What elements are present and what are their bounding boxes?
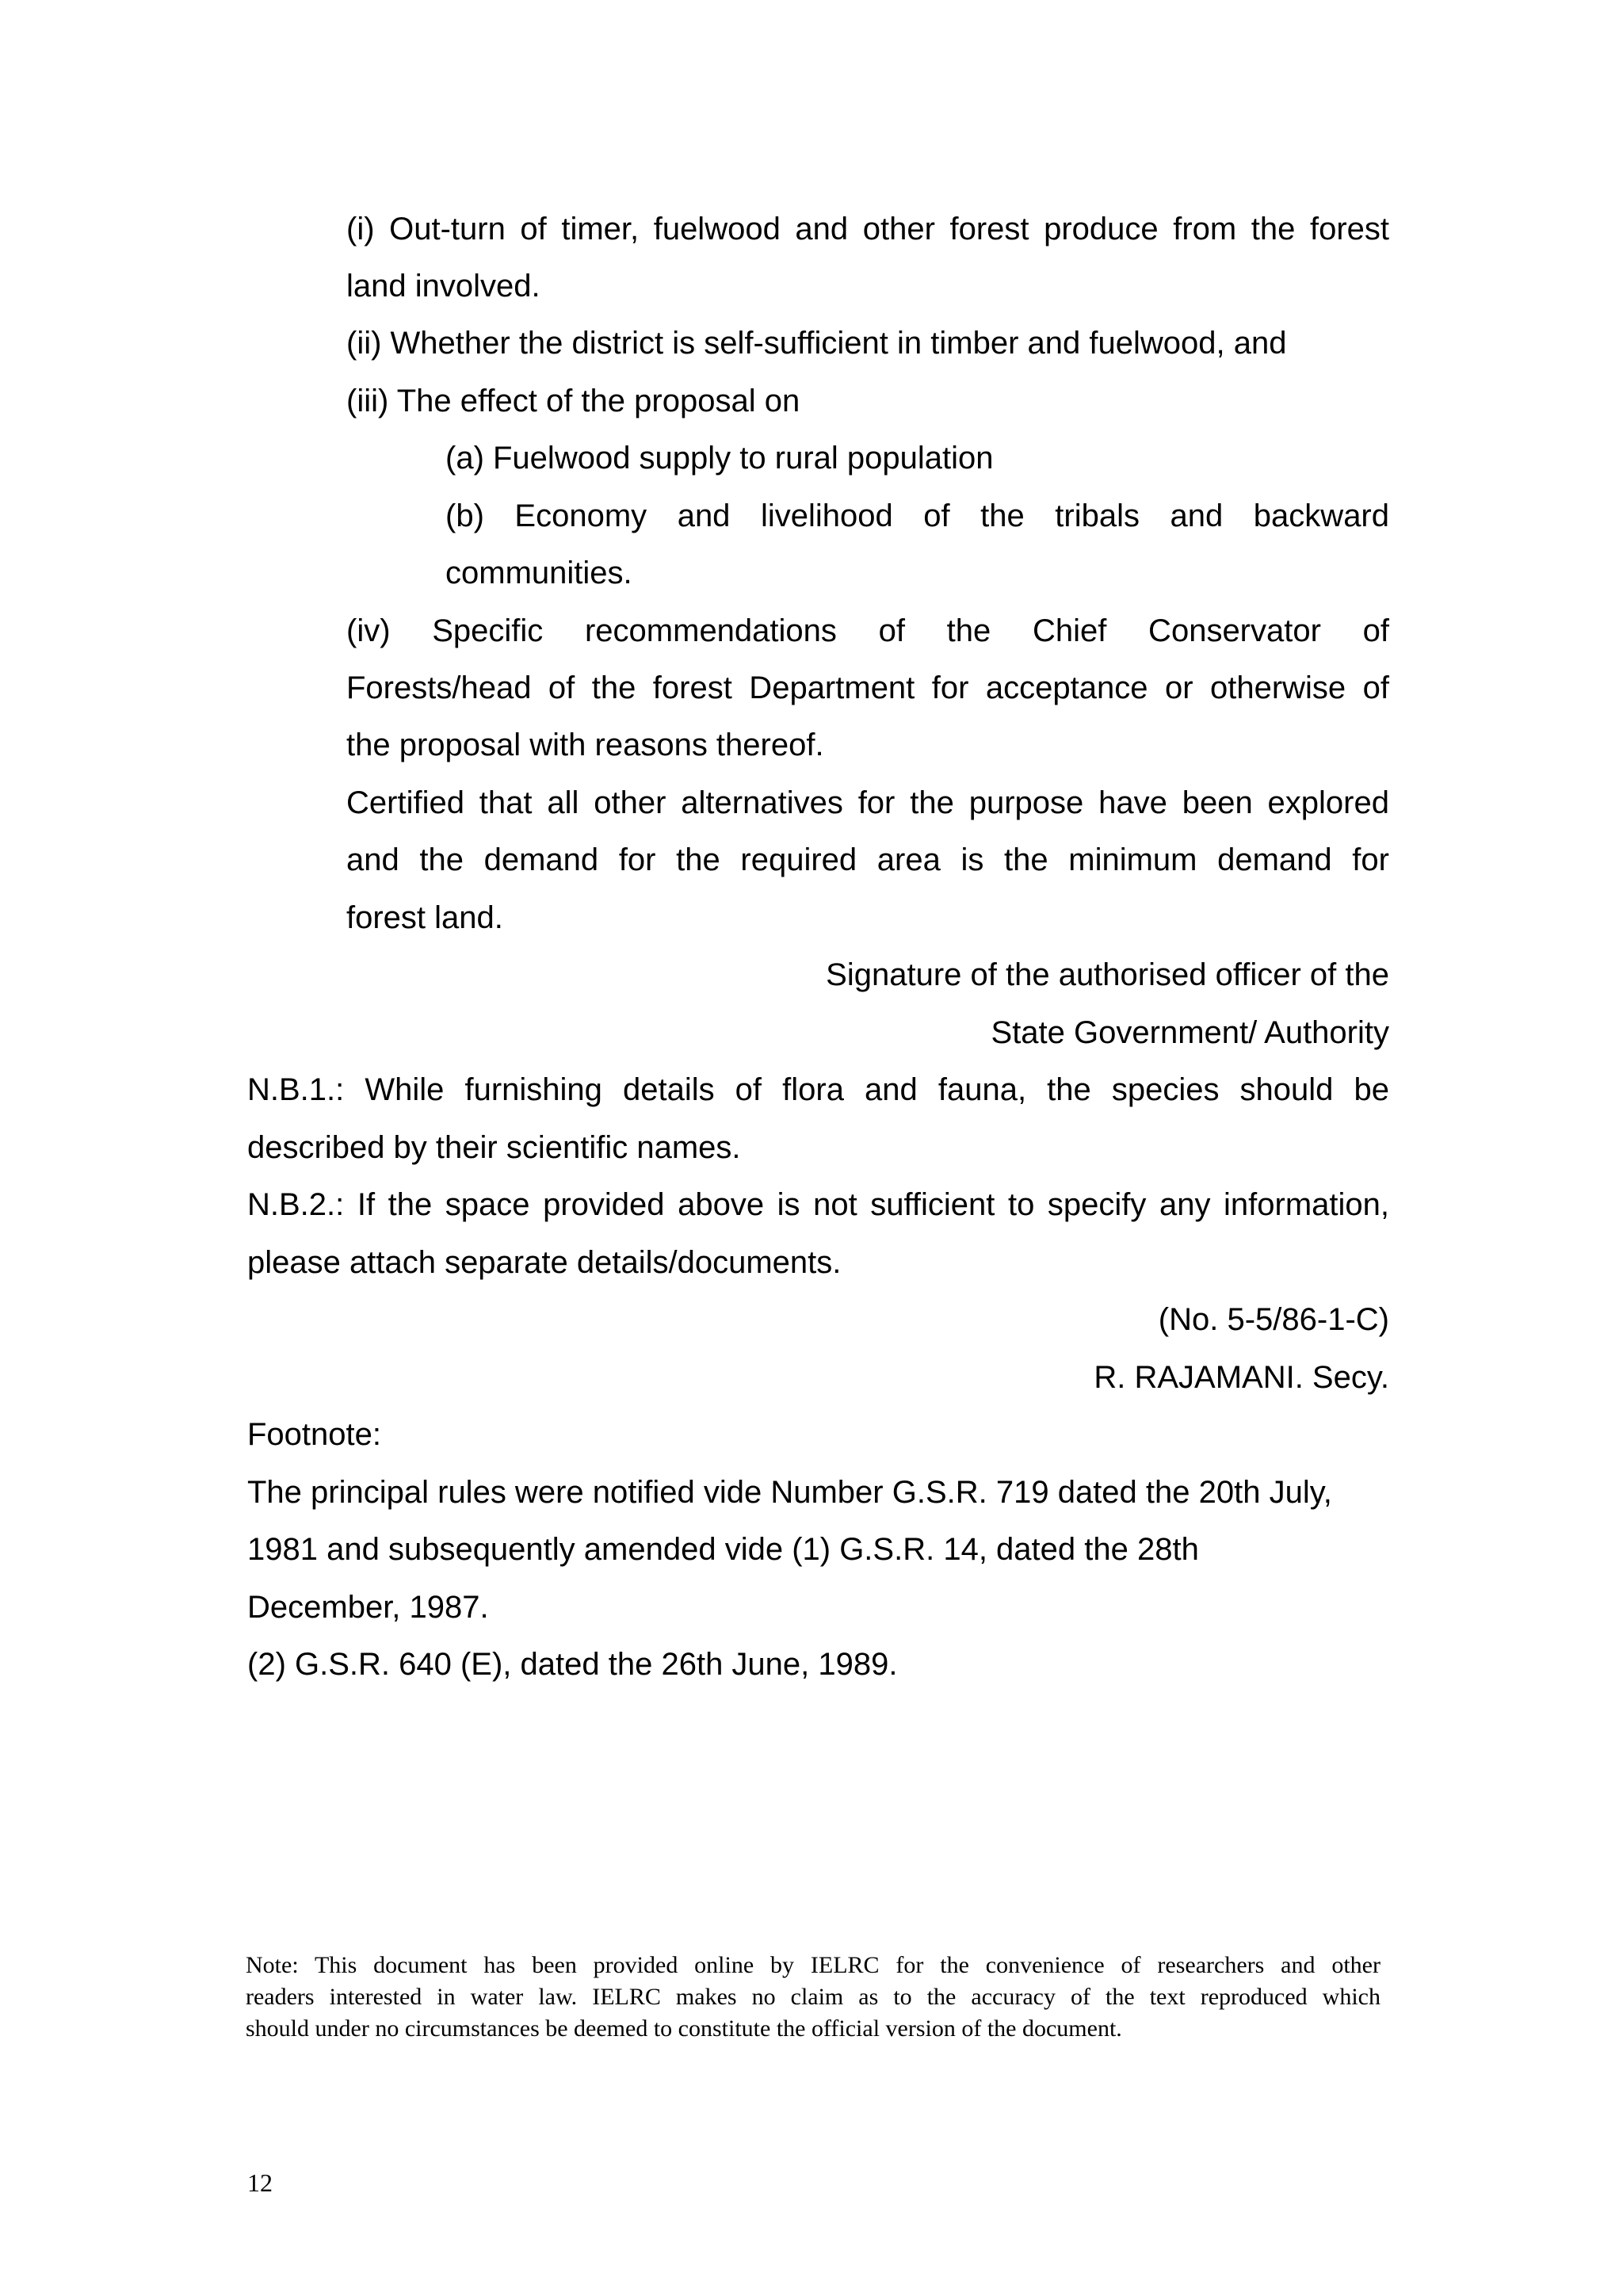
certification-line-1: Certified that all other alternatives for the purpose have been explored [346,785,1389,820]
disclaimer-note [246,1950,1381,2045]
item-iv-line-3: the proposal with reasons thereof. [346,728,824,762]
reference-number: (No. 5-5/86-1-C) [1158,1302,1389,1337]
nb1-line-1: N.B.1.: While furnishing details of flora and fauna, the species should be [247,1072,1389,1107]
disclaimer-line-1: Note: This document has been provided online by IELRC for the convenience of researchers and other [246,1952,1381,1978]
footnote-line-4: (2) G.S.R. 640 (E), dated the 26th June, 1989. [247,1647,898,1682]
item-iii-b-line-1: (b) Economy and livelihood of the tribals and backward [445,499,1389,533]
disclaimer-line-3: should under no circumstances be deemed to constitute the official version of the document. [246,2015,1122,2042]
nb1-line-2: described by their scientific names. [247,1130,741,1165]
item-iii-b-line-2: communities. [445,556,632,590]
nb2-line-1: N.B.2.: If the space provided above is not sufficient to specify any information, [247,1187,1389,1222]
signature-line-1: Signature of the authorised officer of the [826,957,1389,992]
secretary-signatory: R. RAJAMANI. Secy. [1094,1360,1389,1395]
footnote-line-3: December, 1987. [247,1590,489,1625]
item-iv-line-2: Forests/head of the forest Department for acceptance or otherwise of [346,670,1389,705]
item-i-line-1: (i) Out-turn of timer, fuelwood and other forest produce from the forest [346,212,1389,246]
item-i-line-2: land involved. [346,269,540,304]
nb2-line-2: please attach separate details/documents. [247,1245,842,1280]
page-number: 12 [247,2168,273,2197]
item-iii-a: (a) Fuelwood supply to rural population [445,441,994,476]
footnote-line-1: The principal rules were notified vide Number G.S.R. 719 dated the 20th July, [247,1475,1332,1510]
item-ii: (ii) Whether the district is self-sufficient in timber and fuelwood, and [346,326,1287,361]
footnote-line-2: 1981 and subsequently amended vide (1) G.S.R. 14, dated the 28th [247,1532,1199,1567]
footnote-heading: Footnote: [247,1417,382,1452]
item-iv-line-1: (iv) Specific recommendations of the Chief Conservator of [346,613,1389,648]
signature-line-2: State Government/ Authority [991,1015,1389,1050]
certification-line-2: and the demand for the required area is the minimum demand for [346,842,1389,877]
certification-line-3: forest land. [346,900,503,935]
disclaimer-line-2: readers interested in water law. IELRC makes no claim as to the accuracy of the text reproduced which [246,1984,1381,2010]
item-iii: (iii) The effect of the proposal on [346,384,800,418]
